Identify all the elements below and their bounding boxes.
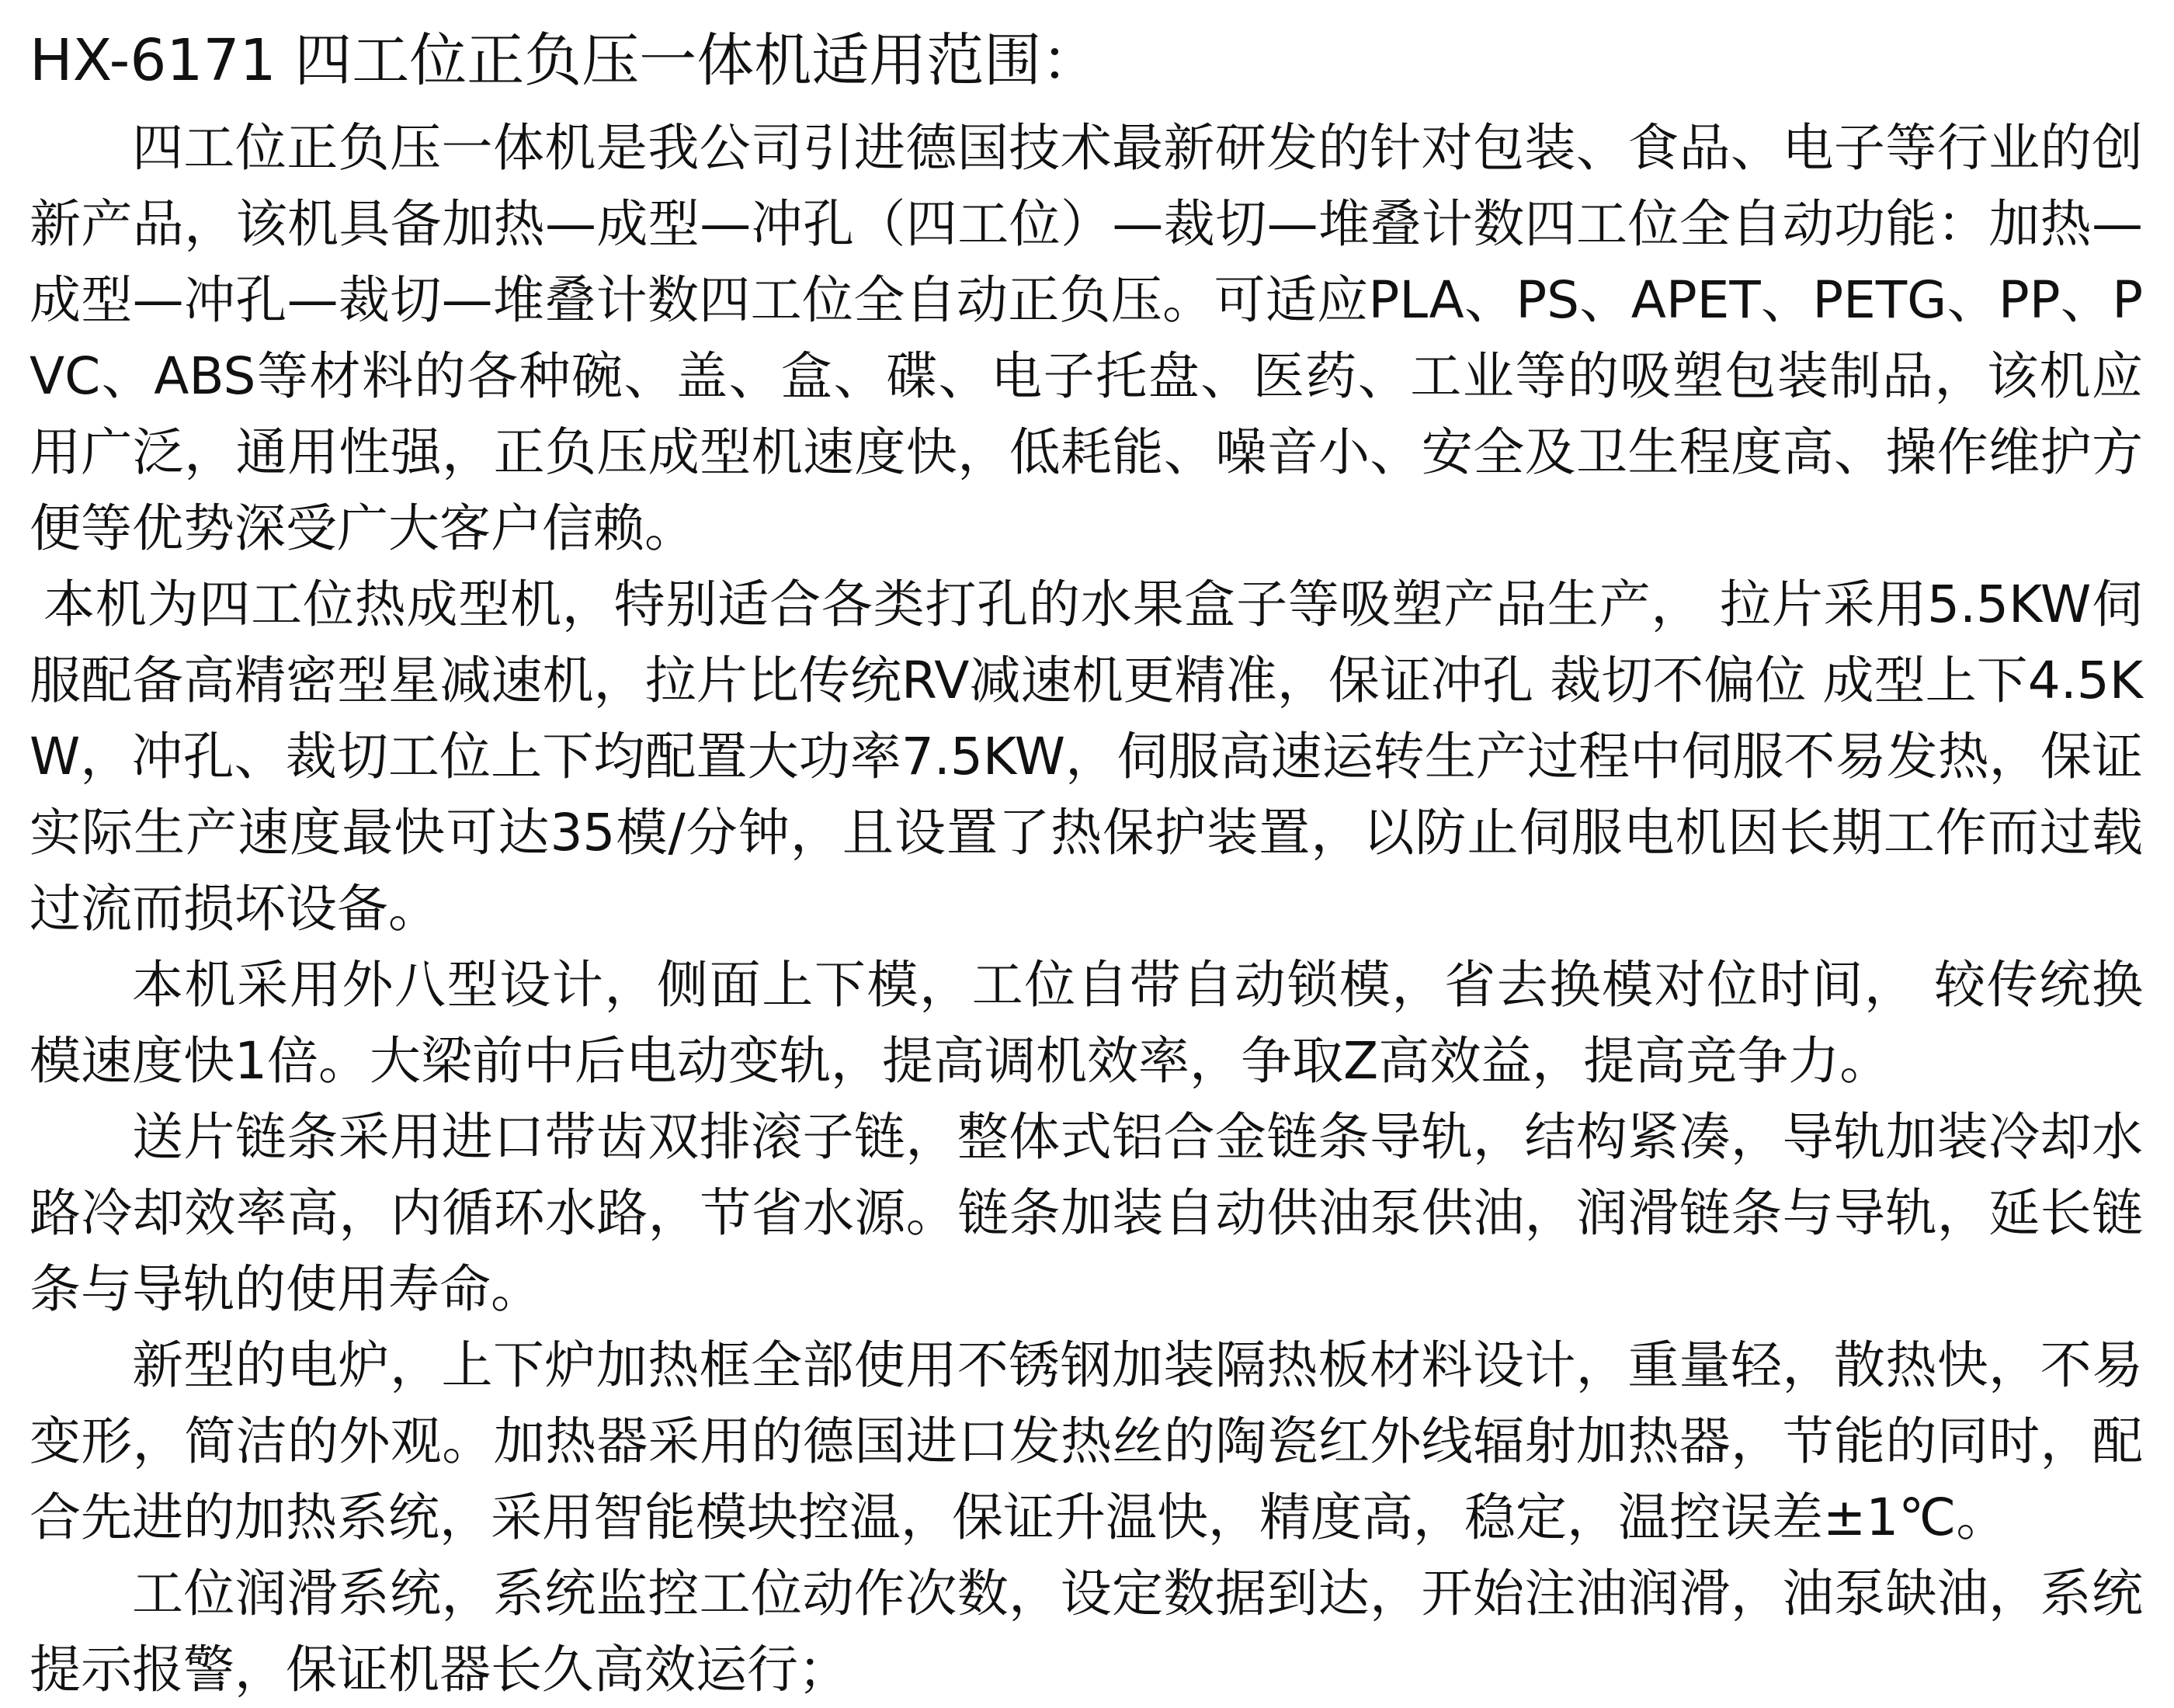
paragraph-chain: 送片链条采用进口带齿双排滚子链，整体式铝合金链条导轨，结构紧凑，导轨加装冷却水路冷却效率高，内循环水路，节省水源。链条加装自动供油泵供油，润滑链条与导轨，延长链条与导轨的使用寿命。 — [30, 1107, 2143, 1319]
paragraph-heater: 新型的电炉，上下炉加热框全部使用不锈钢加装隔热板材料设计，重量轻，散热快，不易变形，简洁的外观。加热器采用的德国进口发热丝的陶瓷红外线辐射加热器，节能的同时，配合先进的加热系统，采用智能模块控温，保证升温快，精度高，稳定，温控误差±1℃。 — [30, 1335, 2143, 1547]
page-title: HX-6171 四工位正负压一体机适用范围： — [30, 27, 1099, 94]
paragraph-servo: 本机为四工位热成型机，特别适合各类打孔的水果盒子等吸塑产品生产， 拉片采用5.5KW伺服配备高精密型星减速机，拉片比传统RV减速机更精准，保证冲孔 裁切不偏位 成型上下4.5KW，冲孔、裁切工位上下均配置大功率7.5KW，伺服高速运转生产过程中伺服不易发热，保证实际生产速度最快可达35模/分钟，且设置了热保护装置，以防止伺服电机因长期工作而过载过流而损坏设备。 — [30, 575, 2143, 939]
document-body — [30, 110, 2143, 1708]
paragraph-lubrication: 工位润滑系统，系统监控工位动作次数，设定数据到达，开始注油润滑，油泵缺油，系统提示报警，保证机器长久高效运行； — [30, 1564, 2143, 1699]
paragraph-overview: 四工位正负压一体机是我公司引进德国技术最新研发的针对包装、食品、电子等行业的创新产品，该机具备加热—成型—冲孔（四工位）—裁切—堆叠计数四工位全自动功能：加热—成型—冲孔—裁切—堆叠计数四工位全自动正负压。可适应PLA、PS、APET、PETG、PP、PVC、ABS等材料的各种碗、盖、盒、碟、电子托盘、医药、工业等的吸塑包装制品，该机应用广泛，通用性强，正负压成型机速度快，低耗能、噪音小、安全及卫生程度高、操作维护方便等优势深受广大客户信赖。 — [30, 118, 2143, 558]
paragraph-design: 本机采用外八型设计，侧面上下模，工位自带自动锁模，省去换模对位时间， 较传统换模速度快1倍。大梁前中后电动变轨，提高调机效率，争取Z高效益，提高竞争力。 — [30, 955, 2143, 1091]
